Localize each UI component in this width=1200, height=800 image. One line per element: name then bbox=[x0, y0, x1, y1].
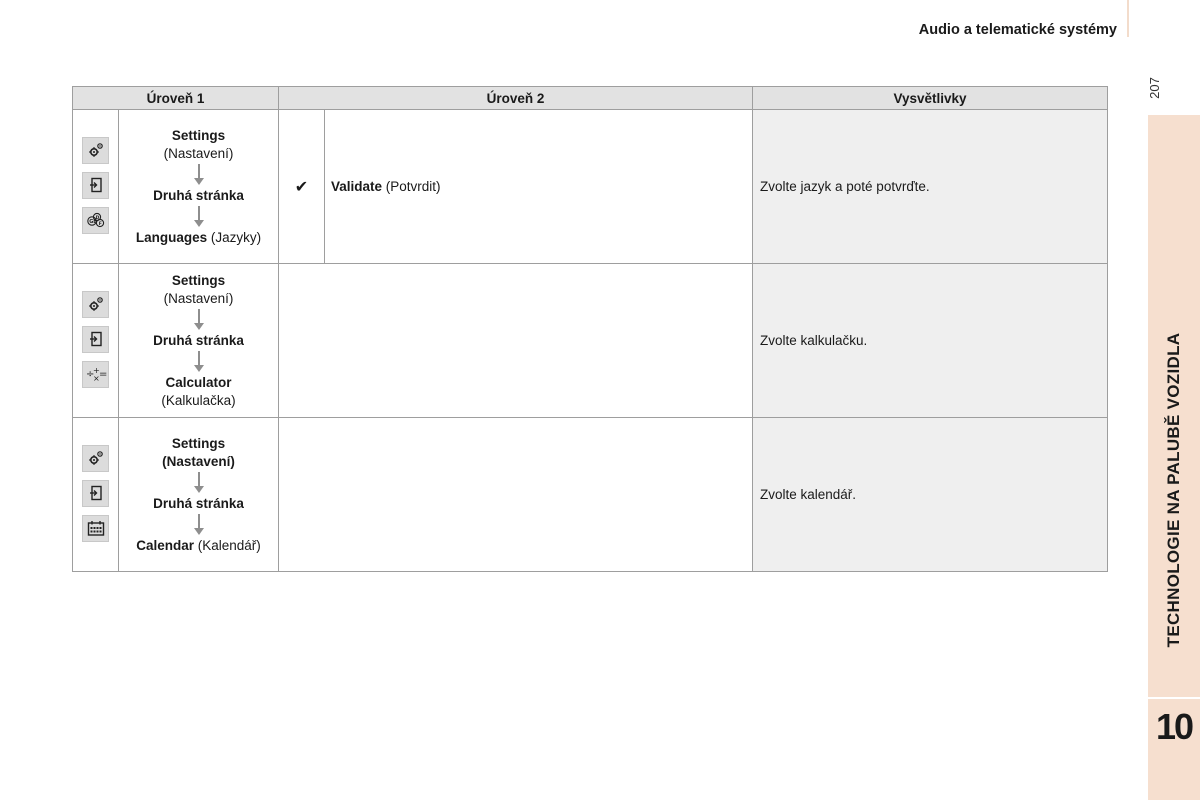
path-step-label: (Nastavení) bbox=[162, 453, 235, 469]
next-page-icon bbox=[82, 326, 109, 353]
down-arrow-icon bbox=[119, 514, 278, 536]
path-step-label: Calendar bbox=[136, 537, 194, 553]
down-arrow-icon bbox=[119, 206, 278, 228]
level-2-cell bbox=[325, 110, 753, 264]
level-2-cell bbox=[279, 418, 753, 572]
path-step-label: Languages bbox=[135, 229, 208, 245]
menu-path bbox=[119, 264, 279, 418]
path-step-label: Calculator bbox=[165, 374, 232, 390]
menu-path bbox=[119, 418, 279, 572]
level-2-cell bbox=[279, 264, 753, 418]
svg-text:F: F bbox=[98, 222, 102, 227]
icon-column bbox=[73, 418, 119, 572]
path-step-translation: (Nastavení) bbox=[163, 290, 234, 306]
next-page-icon bbox=[82, 172, 109, 199]
settings-icon bbox=[82, 291, 109, 318]
page-number: 207 bbox=[1147, 77, 1162, 99]
path-step-translation: (Jazyky) bbox=[207, 229, 262, 245]
section-title: Audio a telematické systémy bbox=[918, 22, 1117, 38]
icon-column bbox=[73, 264, 119, 418]
down-arrow-icon bbox=[119, 351, 278, 373]
menu-table bbox=[72, 86, 1108, 572]
svg-text:×: × bbox=[92, 374, 100, 383]
level-2-label: Validate bbox=[331, 179, 383, 194]
calculator-icon bbox=[82, 361, 109, 388]
path-step-label: Druhá stránka bbox=[153, 332, 244, 348]
svg-text:D: D bbox=[95, 216, 99, 221]
down-arrow-icon bbox=[119, 164, 278, 186]
chapter-tab-divider bbox=[1148, 697, 1200, 699]
table-row bbox=[73, 264, 1108, 418]
svg-text:=: = bbox=[98, 369, 107, 380]
table-row bbox=[73, 418, 1108, 572]
description-cell: Zvolte kalendář. bbox=[753, 418, 1108, 572]
path-step-translation: (Kalendář) bbox=[193, 537, 261, 553]
header-divider bbox=[1127, 0, 1129, 37]
table-row bbox=[73, 110, 1108, 264]
path-step-label: Settings bbox=[171, 127, 226, 143]
settings-icon bbox=[82, 137, 109, 164]
chapter-number: 10 bbox=[1155, 706, 1193, 747]
level-2-icon-cell bbox=[279, 110, 325, 264]
header-level-2: Úroveň 2 bbox=[279, 87, 753, 110]
header-level-1: Úroveň 1 bbox=[73, 87, 279, 110]
svg-text:+: + bbox=[92, 366, 100, 375]
down-arrow-icon bbox=[119, 309, 278, 331]
table-header-row bbox=[73, 87, 1108, 110]
down-arrow-icon bbox=[119, 472, 278, 494]
path-step-label: Settings bbox=[171, 272, 226, 288]
checkmark-icon: ✔ bbox=[294, 178, 309, 196]
level-2-translation: (Potvrdit) bbox=[382, 179, 441, 194]
calendar-icon bbox=[82, 515, 109, 542]
next-page-icon bbox=[82, 480, 109, 507]
svg-text:GB: GB bbox=[88, 219, 97, 225]
path-step-translation: (Nastavení) bbox=[163, 145, 234, 161]
icon-column bbox=[73, 110, 119, 264]
chapter-tab-label bbox=[1148, 295, 1200, 685]
path-step-translation: (Kalkulačka) bbox=[161, 392, 236, 408]
menu-path bbox=[119, 110, 279, 264]
description-cell: Zvolte jazyk a poté potvrďte. bbox=[753, 110, 1108, 264]
header-explanations: Vysvětlivky bbox=[753, 87, 1108, 110]
chapter-title: TECHNOLOGIE NA PALUBĚ VOZIDLA bbox=[1164, 332, 1183, 648]
path-step-label: Settings bbox=[171, 435, 226, 451]
svg-text:÷: ÷ bbox=[85, 369, 94, 380]
description-cell: Zvolte kalkulačku. bbox=[753, 264, 1108, 418]
path-step-label: Druhá stránka bbox=[153, 495, 244, 511]
languages-icon bbox=[82, 207, 109, 234]
path-step-label: Druhá stránka bbox=[153, 187, 244, 203]
settings-icon bbox=[82, 445, 109, 472]
